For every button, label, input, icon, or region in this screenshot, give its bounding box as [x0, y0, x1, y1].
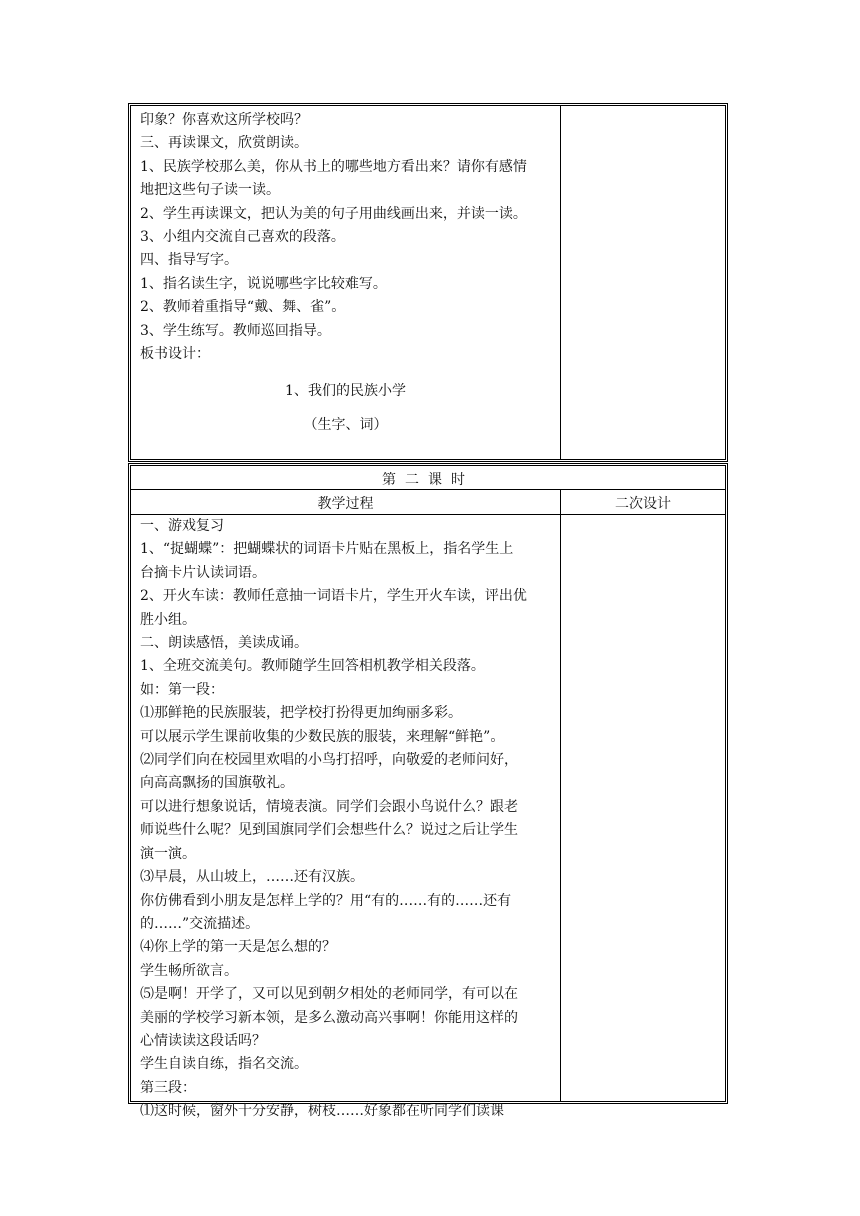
text-line: 学生自读自练，指名交流。: [140, 1056, 308, 1073]
text-line: 师说些什么呢？见到国旗同学们会想些什么？说过之后让学生: [140, 822, 518, 839]
teaching-process-cell: [140, 109, 558, 366]
lesson-table-part-1: [128, 103, 728, 462]
text-line: 第三段：: [140, 1079, 196, 1096]
text-line: ⑷你上学的第一天是怎么想的？: [140, 939, 336, 956]
board-design-subtitle: （生字、词）: [303, 417, 388, 433]
text-line: 板书设计：: [140, 346, 210, 363]
text-line: 2、教师着重指导“戴、舞、雀”。: [140, 299, 346, 316]
text-line: ⑸是啊！开学了，又可以见到朝夕相处的老师同学，有可以在: [140, 986, 518, 1003]
text-line: ⑶早晨，从山坡上，……还有汉族。: [140, 869, 364, 886]
text-line: 如：第一段：: [140, 681, 224, 698]
column-divider: [560, 489, 561, 1101]
text-line: 三、再读课文，欣赏朗读。: [140, 135, 308, 152]
text-line: ⑴这时候，窗外十分安静，树枝……好象都在听同学们读课: [140, 1103, 504, 1120]
row-divider: [131, 489, 725, 490]
text-line: 3、学生练写。教师巡回指导。: [140, 322, 331, 339]
board-design-title: 1、我们的民族小学: [285, 383, 406, 399]
text-line: 1、全班交流美句。教师随学生回答相机教学相关段落。: [140, 658, 485, 675]
text-line: 学生畅所欲言。: [140, 962, 238, 979]
column-divider: [560, 106, 561, 459]
column-header-second-design: 二次设计: [615, 496, 671, 512]
column-header-teaching-process: 教学过程: [317, 496, 374, 512]
text-line: 可以进行想象说话，情境表演。同学们会跟小鸟说什么？跟老: [140, 798, 518, 815]
text-line: 3、小组内交流自己喜欢的段落。: [140, 229, 345, 246]
text-line: 美丽的学校学习新本领，是多么激动高兴事啊！你能用这样的: [140, 1009, 518, 1026]
text-line: 胜小组。: [140, 611, 196, 628]
text-line: 2、开火车读：教师任意抽一词语卡片，学生开火车读，评出优: [140, 588, 527, 605]
text-line: 一、游戏复习: [140, 518, 224, 534]
text-line: 演一演。: [140, 845, 196, 862]
text-line: 二、朗读感悟，美读成诵。: [140, 635, 308, 652]
text-line: 1、指名读生字，说说哪些字比较难写。: [140, 275, 387, 292]
text-line: 四、指导写字。: [140, 252, 238, 269]
text-line: ⑴那鲜艳的民族服装，把学校打扮得更加绚丽多彩。: [140, 705, 462, 722]
text-line: 1、民族学校那么美，你从书上的哪些地方看出来？请你有感情: [140, 158, 527, 175]
text-line: 心情读读这段话吗？: [140, 1032, 266, 1049]
text-line: ⑵同学们向在校园里欢唱的小鸟打招呼，向敬爱的老师问好，: [140, 752, 518, 769]
text-line: 地把这些句子读一读。: [140, 182, 280, 199]
session-title: 第二课时: [382, 472, 474, 488]
text-line: 台摘卡片认读词语。: [140, 564, 266, 581]
text-line: 你仿佛看到小朋友是怎样上学的？用“有的……有的……还有: [140, 892, 512, 909]
text-line: 1、“捉蝴蝶”：把蝴蝶状的词语卡片贴在黑板上，指名学生上: [140, 541, 514, 558]
text-line: 2、学生再读课文，把认为美的句子用曲线画出来，并读一读。: [140, 205, 527, 222]
lesson-table-part-2: [128, 463, 728, 1120]
teaching-process-cell: [140, 515, 558, 1124]
text-line: 可以展示学生课前收集的少数民族的服装，来理解“鲜艳”。: [140, 728, 505, 745]
text-line: 向高高飘扬的国旗敬礼。: [140, 775, 294, 792]
text-line: 的……”交流描述。: [140, 915, 260, 932]
text-line: 印象？你喜欢这所学校吗？: [140, 112, 308, 128]
